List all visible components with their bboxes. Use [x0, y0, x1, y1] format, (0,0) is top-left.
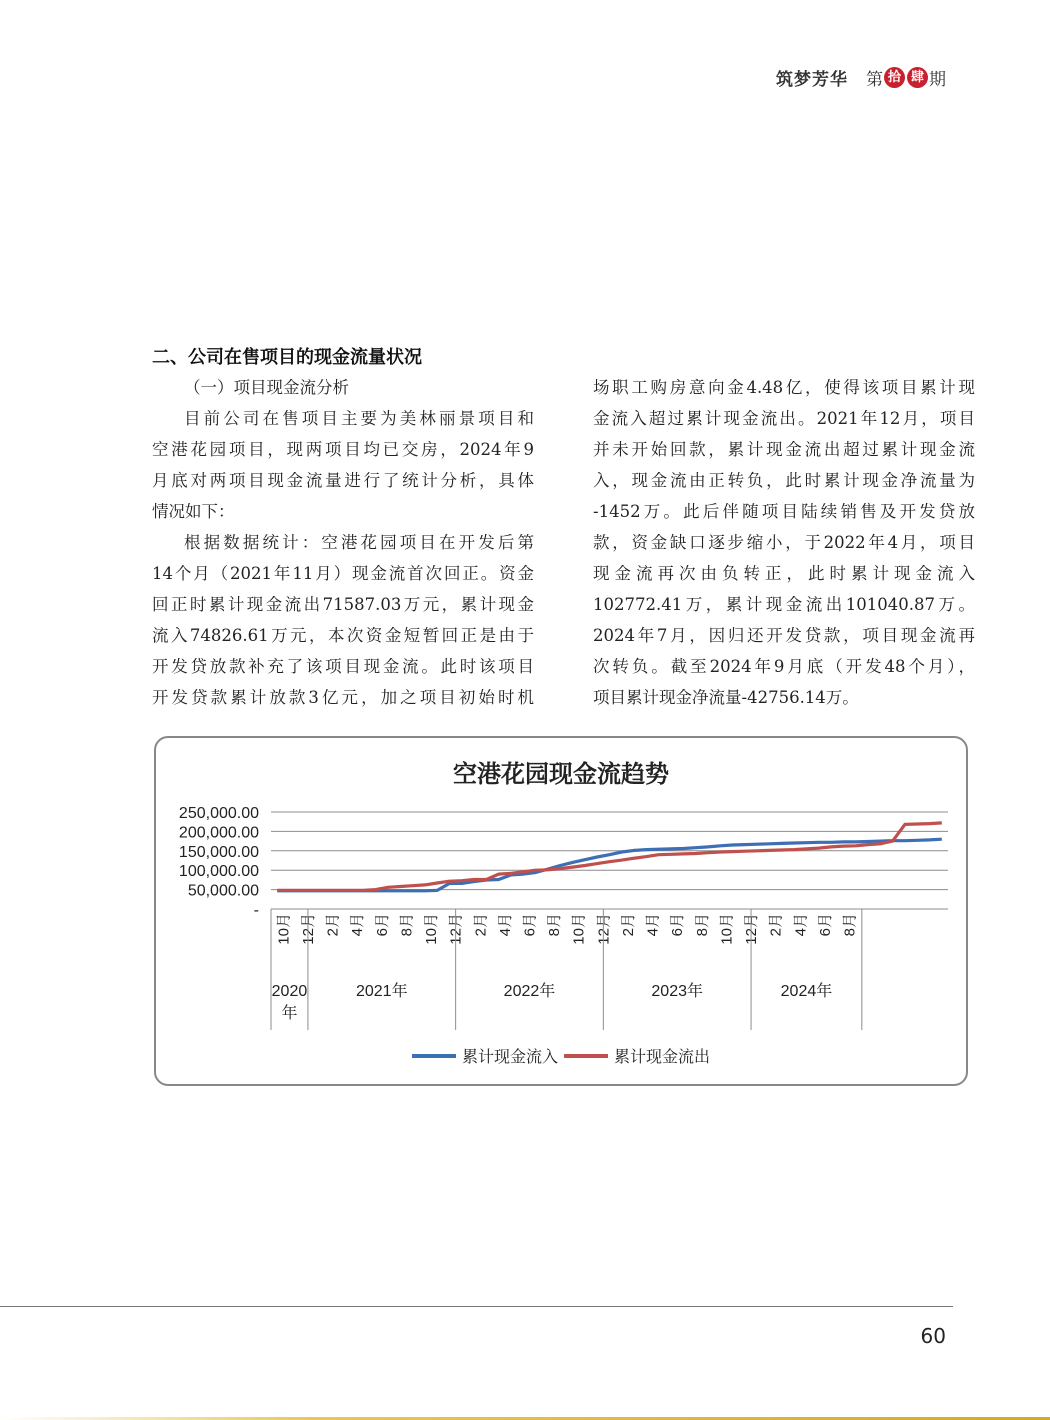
y-tick-label: - [253, 902, 259, 919]
y-tick-label: 50,000.00 [187, 882, 259, 900]
paragraph-line: 2024年7月，因归还开发贷款，项目现金流再 [593, 626, 975, 645]
x-tick-label: 2月 [324, 913, 342, 937]
x-tick-label: 8月 [398, 913, 416, 937]
year-label: 2021年 [355, 983, 408, 1000]
magazine-name: 筑梦芳华 [776, 69, 848, 90]
year-label: 2023年 [651, 983, 704, 1000]
chart-title: 空港花园现金流趋势 [453, 759, 669, 788]
x-tick-label: 6月 [521, 913, 539, 937]
paragraph-line: 金流入超过累计现金流出。2021年12月，项目 [593, 409, 975, 428]
issue-number-2: 肆 [907, 67, 928, 88]
legend-label-outflow: 累计现金流出 [614, 1047, 711, 1066]
issue-suffix: 期 [929, 69, 946, 90]
footer-divider [0, 1306, 953, 1307]
y-tick-label: 200,000.00 [178, 824, 259, 842]
paragraph-line: 102772.41万，累计现金流出101040.87万。 [593, 595, 975, 614]
chart-legend [156, 1044, 966, 1067]
x-tick-label: 12月 [595, 913, 613, 945]
x-tick-label: 4月 [644, 913, 662, 937]
paragraph-line: 场职工购房意向金4.48亿，使得该项目累计现 [593, 378, 975, 397]
legend-item-inflow [412, 1044, 558, 1067]
chart-plot [156, 738, 966, 1084]
x-tick-label: 12月 [743, 913, 761, 945]
section-title: 二、公司在售项目的现金流量状况 [152, 347, 422, 368]
x-tick-label: 8月 [841, 913, 859, 937]
legend-label-inflow: 累计现金流入 [461, 1047, 558, 1066]
paragraph-line: 月底对两项目现金流量进行了统计分析，具体 [152, 471, 534, 490]
paragraph-line: 根据数据统计：空港花园项目在开发后第 [184, 533, 534, 552]
year-label: 2024年 [780, 983, 833, 1000]
page-header [776, 62, 946, 92]
x-tick-label: 12月 [447, 913, 465, 945]
issue-prefix: 第 [866, 69, 883, 90]
x-tick-label: 4月 [792, 913, 810, 937]
issue-label [866, 65, 946, 90]
x-tick-label: 4月 [496, 913, 514, 937]
paragraph-line: 开发贷款累计放款3亿元，加之项目初始时机 [152, 688, 534, 707]
paragraph-line: 次转负。截至2024年9月底（开发48个月）， [593, 657, 975, 676]
paragraph-line: -1452万。此后伴随项目陆续销售及开发贷放 [593, 502, 975, 521]
x-tick-label: 2月 [472, 913, 490, 937]
issue-number-1: 拾 [884, 67, 905, 88]
legend-swatch-outflow [564, 1054, 608, 1058]
paragraph-line: 情况如下： [152, 502, 235, 521]
x-tick-label: 2月 [767, 913, 785, 937]
x-tick-label: 6月 [816, 913, 834, 937]
x-tick-label: 6月 [669, 913, 687, 937]
page-number: 60 [920, 1324, 946, 1348]
year-label: 2022年 [503, 983, 556, 1000]
year-label-suffix: 年 [281, 1005, 298, 1022]
paragraph-line: 现金流再次由负转正，此时累计现金流入 [593, 564, 975, 583]
paragraph-line: 入，现金流由正转负，此时累计现金净流量为 [593, 471, 975, 490]
y-tick-label: 150,000.00 [178, 843, 259, 861]
subsection-heading: （一）项目现金流分析 [184, 378, 349, 397]
paragraph-line: 空港花园项目，现两项目均已交房，2024年9 [152, 440, 534, 459]
year-label: 2020 [271, 983, 308, 1000]
paragraph-line: 回正时累计现金流出71587.03万元，累计现金 [152, 595, 534, 614]
paragraph-line: 项目累计现金净流量-42756.14万。 [593, 688, 859, 707]
legend-item-outflow [564, 1044, 710, 1067]
x-tick-label: 10月 [718, 913, 736, 945]
legend-swatch-inflow [412, 1054, 456, 1058]
x-tick-label: 10月 [570, 913, 588, 945]
paragraph-line: 并未开始回款，累计现金流出超过累计现金流 [593, 440, 975, 459]
left-column [152, 372, 534, 713]
paragraph-line: 流入74826.61万元，本次资金短暂回正是由于 [152, 626, 534, 645]
y-tick-label: 100,000.00 [178, 863, 259, 881]
x-tick-label: 8月 [546, 913, 564, 937]
x-tick-label: 6月 [373, 913, 391, 937]
x-tick-label: 10月 [423, 913, 441, 945]
cashflow-chart [154, 736, 968, 1086]
x-tick-label: 12月 [299, 913, 317, 945]
x-tick-label: 10月 [275, 913, 293, 945]
x-tick-label: 8月 [693, 913, 711, 937]
right-column [593, 372, 975, 713]
y-tick-label: 250,000.00 [178, 805, 259, 822]
series-line-outflow [277, 823, 942, 891]
x-tick-label: 4月 [349, 913, 367, 937]
paragraph-line: 开发贷放款补充了该项目现金流。此时该项目 [152, 657, 534, 676]
paragraph-line: 目前公司在售项目主要为美林丽景项目和 [184, 409, 534, 428]
paragraph-line: 14个月（2021年11月）现金流首次回正。资金 [152, 564, 534, 583]
x-tick-label: 2月 [619, 913, 637, 937]
paragraph-line: 款，资金缺口逐步缩小，于2022年4月，项目 [593, 533, 975, 552]
